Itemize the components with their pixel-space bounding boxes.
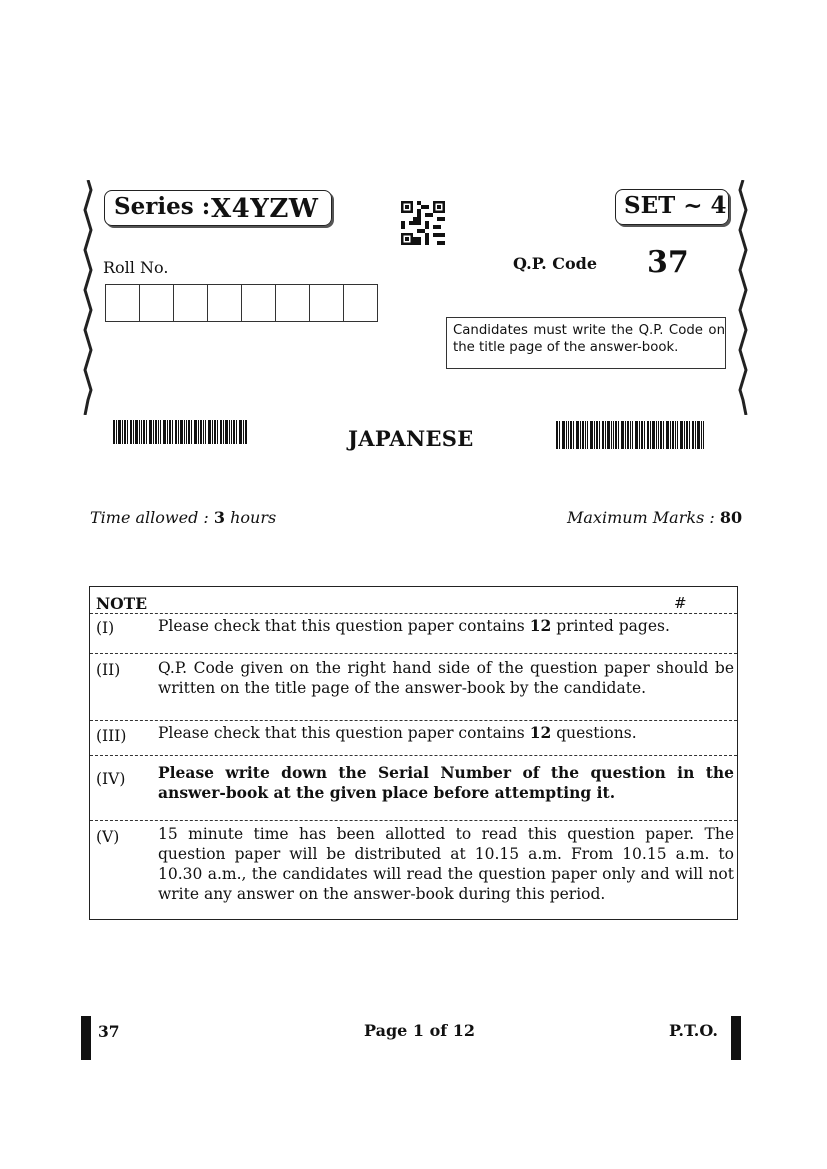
note-item-number: (I): [96, 619, 115, 637]
roll-number-cell: [139, 284, 174, 322]
row-divider: [90, 755, 737, 756]
subject-title: JAPANESE: [348, 426, 474, 451]
barcode-left-icon: [113, 420, 247, 444]
roll-number-boxes: [105, 284, 377, 322]
note-item-text: Please check that this question paper contains 12 printed pages.: [158, 616, 670, 635]
roll-number-label: Roll No.: [103, 258, 169, 277]
roll-number-cell: [207, 284, 242, 322]
maximum-marks: Maximum Marks : 80: [567, 508, 743, 527]
qp-code-label: Q.P. Code: [513, 254, 598, 273]
left-decorative-border: [82, 180, 94, 415]
note-item-text: Please check that this question paper contains 12 questions.: [158, 723, 637, 742]
time-allowed: Time allowed : 3 hours: [90, 508, 277, 527]
footer-page-number: Page 1 of 12: [364, 1021, 475, 1040]
note-table: [89, 586, 738, 920]
note-item-number: (III): [96, 727, 127, 745]
note-hash-mark: #: [674, 594, 687, 612]
note-item-text: Q.P. Code given on the right hand side of the question paper should be written on the title page of the answer-book by the candidate.: [158, 659, 734, 697]
roll-number-cell: [309, 284, 344, 322]
set-box: [615, 189, 729, 225]
right-decorative-border: [737, 180, 749, 415]
row-divider: [90, 613, 737, 614]
note-item-text: 15 minute time has been allotted to read this question paper. The question paper will be distributed at 10.15 a.m. From 10.15 a.m. to 10.30 a.m., the candidates will read the question paper only and will not write any answer on the answer-book during this period.: [158, 825, 734, 903]
roll-number-cell: [105, 284, 140, 322]
set-label: SET ~ 4: [624, 192, 727, 219]
qr-code-icon: [401, 201, 445, 245]
roll-number-cell: [173, 284, 208, 322]
note-heading: NOTE: [96, 594, 148, 613]
footer-right-bar: [731, 1016, 741, 1060]
footer-left-bar: [81, 1016, 91, 1060]
row-divider: [90, 720, 737, 721]
footer-pto: P.T.O.: [669, 1021, 718, 1040]
row-divider: [90, 653, 737, 654]
roll-number-cell: [275, 284, 310, 322]
footer-qp-code: 37: [98, 1022, 120, 1041]
series-box: [104, 190, 332, 226]
note-item-number: (V): [96, 828, 120, 846]
note-item-text: Please write down the Serial Number of the question in the answer-book at the given place before attempting it.: [158, 763, 734, 802]
row-divider: [90, 820, 737, 821]
note-item-number: (IV): [96, 770, 126, 788]
qp-code-value: 37: [647, 245, 689, 280]
roll-number-cell: [343, 284, 378, 322]
series-label: Series :: [114, 193, 211, 220]
note-item-number: (II): [96, 661, 121, 679]
roll-number-cell: [241, 284, 276, 322]
barcode-right-icon: [556, 421, 704, 449]
candidate-instruction-box: Candidates must write the Q.P. Code on the title page of the answer-book.: [446, 317, 726, 369]
series-value: X4YZW: [211, 194, 319, 224]
